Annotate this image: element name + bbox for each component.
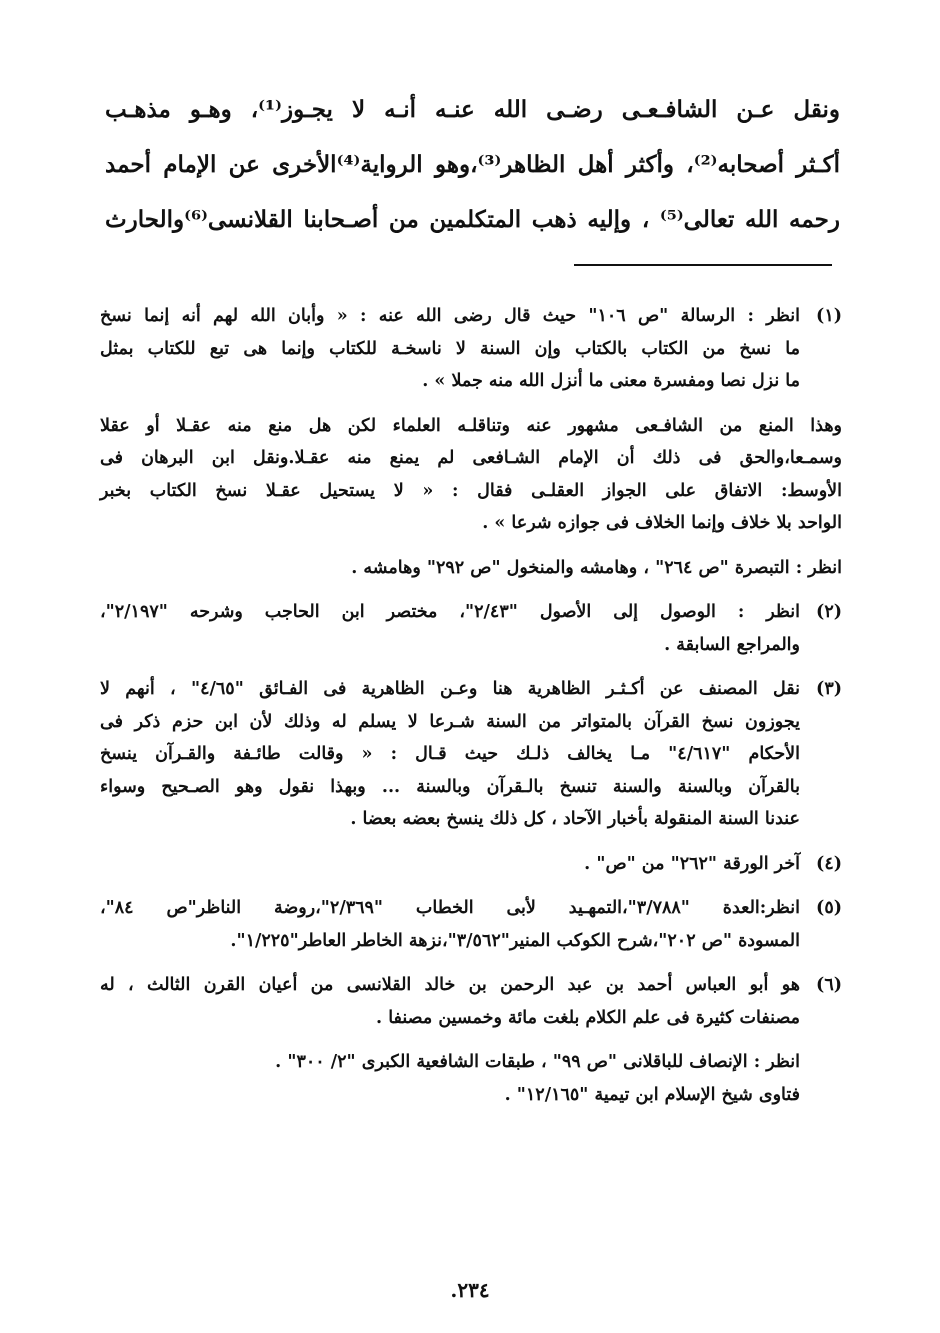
footnote-line: المسودة "ص ٢٠٢"،شرح الكوكب المنير"٣/٥٦٢"،نزهة الخاطر العاطر"١/٢٢٥". <box>230 930 800 951</box>
main-text-line: أكـثر أصحابه⁽²⁾، وأكثر أهل الظاهر⁽³⁾،وهو الرواية⁽⁴⁾الأخرى عن الإمام أحمد <box>105 151 840 178</box>
main-text-line: رحمه الله تعالى⁽⁵⁾ ، وإليه ذهب المتكلمين من أصـحابنا القلانسى⁽⁶⁾والحارث <box>105 206 840 233</box>
footnote-line: انظر:العدة "٣/٧٨٨"،التمهـيد لأبى الخطاب "٢/٣٦٩"،روضة الناظر"ص ٨٤"، <box>100 898 800 918</box>
footnote-line: عندنا السنة المنقولة بأخبار الآحاد ، كل ذلك ينسخ بعضه بعضا . <box>350 809 800 829</box>
footnote-line: فتاوى شيخ الإسلام ابن تيمية "١٢/١٦٥" . <box>504 1084 800 1105</box>
footnote-number: (٥) <box>816 898 842 918</box>
footnotes-section <box>100 300 842 1123</box>
footnote-4 <box>100 848 842 881</box>
footnote-number: (٦) <box>816 975 842 995</box>
main-text-block <box>105 82 840 247</box>
footnote-6 <box>100 969 842 1034</box>
footnote-line: انظر : الرسالة "ص ١٠٦" حيث قال رضى الله عنه : « وأبان الله لهم أنه إنما نسخ <box>100 306 800 326</box>
footnote-line: آخر الورقة "٢٦٢" من "ص" . <box>584 853 800 874</box>
main-text-line: ونقل عـن الشافـعـى رضـى الله عنـه أنـه لا يجـوز⁽¹⁾، وهـو مذهـب <box>105 96 840 123</box>
footnote-line: مصنفات كثيرة فى علم الكلام بلغت مائة وخمسين مصنفا . <box>376 1007 800 1028</box>
footnote-separator-rule <box>574 264 832 266</box>
footnote-line: انظر : الإنصاف للباقلانى "ص ٩٩" ، طبقات الشافعية الكبرى "٢/ ٣٠٠" . <box>275 1052 800 1072</box>
footnote-line: بالقرآن وبالسنة والسنة تنسخ بالـقرآن وبالسنة ... وبهذا نقول وهو الصـحيح وسواء <box>100 776 800 797</box>
footnote-line: وسمـعا،والحق فى ذلك أن الإمام الشـافعى لم يمنع منه عقـلا.ونقل ابن البرهان فى <box>100 448 842 468</box>
footnote-line: الأوسط: الاتفاق على الجواز العقلـى فقال : « لا يستحيل عقـلا نسخ الكتاب بخبر <box>100 480 842 501</box>
footnote-number: (٣) <box>816 679 842 699</box>
footnote-line: الواحد بلا خلاف وإنما الخلاف فى جوازه شرعا » . <box>482 513 842 533</box>
footnote-line: انظر : الوصول إلى الأصول "٢/٤٣"، مختصر ابن الحاجب وشرحه "٢/١٩٧"، <box>100 602 800 622</box>
footnote-line: يجوزون نسخ القرآن بالمتواتر من السنة شـرعا لا يسلم له وذلك لأن ابن حزم ذكر فى <box>100 711 800 732</box>
footnote-number: (٢) <box>816 602 842 622</box>
footnote-2 <box>100 596 842 661</box>
footnote-1 <box>100 300 842 398</box>
footnote-line: هو أبو العباس أحمد بن عبد الرحمن بن خالد القلانسى من أعيان القرن الثالث ، له <box>100 975 800 995</box>
footnote-number: (١) <box>816 306 842 326</box>
footnote-line: والمراجع السابقة . <box>664 634 800 655</box>
footnote-3 <box>100 673 842 836</box>
footnote-line: نقل المصنف عن أكـثـر الظاهرية هنا وعـن الظاهرية فى الفـائق "٤/٦٥" ، أنهم لا <box>100 679 800 699</box>
footnote-1-commentary <box>100 410 842 540</box>
footnote-line: ما نسخ من الكتاب بالكتاب وإن السنة لا ناسخـة للكتاب وإنما هى تبع للكتاب بمثل <box>100 338 800 359</box>
page-number: ٢٣٤. <box>450 1278 490 1302</box>
footnote-6-references <box>100 1046 842 1111</box>
footnote-1-references <box>100 552 842 585</box>
footnote-line: ما نزل نصا ومفسرة معنى ما أنزل الله منه جملا » . <box>422 371 800 391</box>
footnote-line: انظر : التبصرة "ص ٢٦٤" ، وهامشه والمنخول "ص ٢٩٢" وهامشه . <box>351 557 842 578</box>
footnote-line: الأحكام "٤/٦١٧" مـا يخالف ذلـك حيث قـال : « وقالت طائـفة والقـرآن ينسخ <box>100 744 800 764</box>
footnote-5 <box>100 892 842 957</box>
footnote-number: (٤) <box>816 853 842 874</box>
footnote-line: وهذا المنع من الشافـعى مشهور عنه وتناقلـه العلماء لكن هل منع منه عقـلا أو عقلا <box>100 415 842 436</box>
